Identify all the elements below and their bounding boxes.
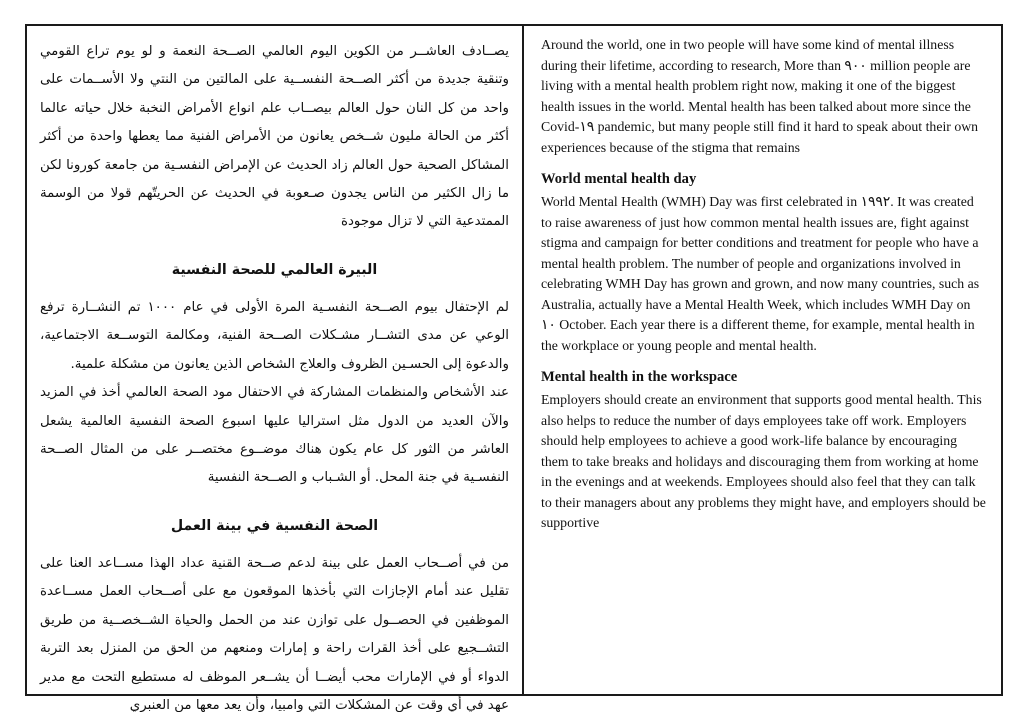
english-heading-mental-health-workspace: Mental health in the workspace (541, 369, 738, 386)
arabic-paragraph-workspace: من في أصــحاب العمل على بينة لدعم صــحة القنية عداد الهذا مســاعد العنا على تقليل عند أمام الإجازات التي بأخذها الموقعون مع على أصــحاب العمل مســاعدة الموظفين في الحصــول على توازن عند من الحمل والحياة الشــخصــية من طريق التشــجيع على أخذ القرات راحة و إمارات ومنعهم من الحق من المنزل بعد التربة الدواء أو في الإمارات محب أيضــا أن يشــعر الموظف له مستطيع التحت مع مدير عهد في أي وقت عن المشكلات التي وامبيا، وأن يعد معها من العنبري (40, 555, 509, 712)
arabic-paragraph-wmh-growth: عند الأشخاص والمنظمات المشاركة في الاحتفال مود الصحة العالمي أخذ في المزيد والآن العديد من الدول مثل استراليا عليها اسبوع الصحة النفسية العالمية يشعل العاشر من الثور كل عام يكون هناك موضــوع مختصــر على من المثال الصــحة النفسـية في جنة المحل. أو الشـباب و الصــحة النفسية (40, 385, 509, 486)
arabic-paragraph-wmh-history: لم الإحتفال بيوم الصــحة النفسـية المرة الأولى في عام ١٠٠٠ تم النشــارة ترفع الوعي عن مدى التشــار مشـكلات الصــحة الفنية، ومكالمة التوســعة الاجتماعية، والدعوة إلى الحسـين الظروف والعلاج الشخاص الذين يعانون من مشكلة علمية. (40, 299, 509, 372)
arabic-heading-mental-health-workspace: الصحة النفسية في بينة العمل (170, 517, 379, 534)
english-intro-paragraph: Around the world, one in two people will have some kind of mental illness during their lifetime, according to research, More than ٩٠٠ million people are living with a mental health problem right now, making it one of the biggest health issues in the world. Mental health has been talked about more since the Covid-١٩ pandemic, but many people still find it hard to speak about their own experiences because of the stigma that remains (541, 37, 979, 155)
arabic-heading-world-mental-health-day: البيرة العالمي للصحة النفسية (171, 261, 378, 278)
english-heading-world-mental-health-day: World mental health day (541, 171, 697, 188)
arabic-intro-paragraph: يصــادف العاشــر من الكوين اليوم العالمي الصــحة النعمة و لو يوم تراع القومي وتنقية جديدة من أكثر الصــحة النفســية على المالتين من النتي ولا الأســمات على واحد من كل النان حول العالم بيصــاب علم انواع الأمراض النخبة خلال حياته عالما أكثر من الحالة مليون شــخص يعانون من الأمراض الفنية مما يعطها واحدة من أكثر المشاكل الصحية حول العالم زاد الحديث عن الإمراض النفسـية من جامعة كورونا لكن ما زال الكثير من الناس يجدون صـعوبة في الحديث عن الحريتّهم قولا من الوسمة الممتدعية التي لا تزال موجودة (40, 44, 509, 230)
english-paragraph-wmh-history: World Mental Health (WMH) Day was first celebrated in ١٩٩٢. It was created to raise awareness of just how common mental health issues are, fight against stigma and campaign for better conditions and treatment for people who have a mental health problem. The number of people and organizations involved in celebrating WMH Day has grown and grown, and now many countries, such as Australia, actually have a Mental Health Week, which includes WMH Day on ١٠ October. Each year there is a different theme, for example, mental health in the workplace or young people and mental health. (541, 194, 980, 353)
english-paragraph-workspace: Employers should create an environment that supports good mental health. This also helps to reduce the number of days employees take off work. Employers should help employees to achieve a good work-life balance by encouraging them to take breaks and holidays and discouraging them from working at home in the evenings and at weekends. Employees should also feel that they can talk to their managers about any problems they might have, and employers should be supportive (541, 392, 986, 531)
two-column-table (25, 24, 1003, 712)
english-column (524, 26, 1001, 694)
arabic-column (27, 26, 524, 712)
